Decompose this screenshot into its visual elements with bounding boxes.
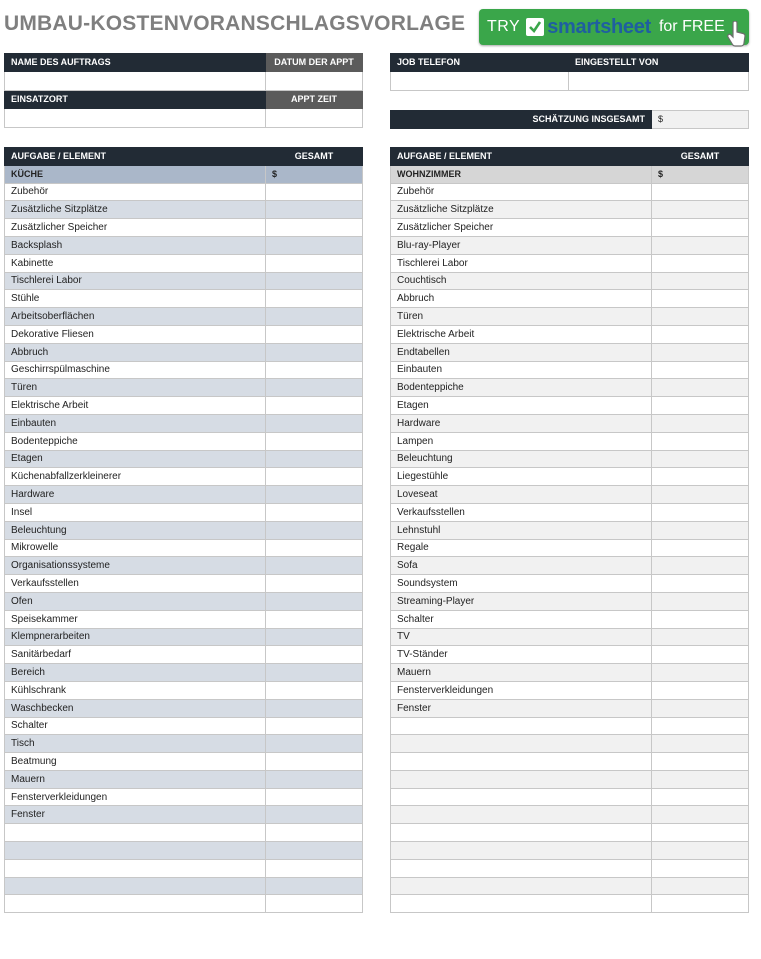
item-total-cell[interactable] <box>652 877 749 895</box>
table-row <box>5 859 363 877</box>
item-label[interactable]: Blu-ray-Player <box>391 236 652 254</box>
item-label[interactable]: Kühlschrank <box>5 681 266 699</box>
item-label[interactable]: Türen <box>5 379 266 397</box>
item-label[interactable]: Tischlerei Labor <box>5 272 266 290</box>
table-row <box>391 664 749 682</box>
kitchen-table <box>4 147 363 913</box>
table-row <box>391 397 749 415</box>
table-row <box>391 236 749 254</box>
item-total-cell[interactable] <box>266 397 363 415</box>
item-label[interactable]: Regale <box>391 539 652 557</box>
item-label[interactable]: Elektrische Arbeit <box>5 397 266 415</box>
item-total-cell[interactable] <box>652 592 749 610</box>
table-row <box>391 699 749 717</box>
item-total-cell[interactable] <box>266 664 363 682</box>
eingestellt-label: EINGESTELLT VON <box>569 54 749 72</box>
table-row <box>391 539 749 557</box>
item-total-cell[interactable] <box>652 539 749 557</box>
item-label[interactable]: Stühle <box>5 290 266 308</box>
item-total-cell[interactable] <box>652 610 749 628</box>
item-total-cell[interactable] <box>266 468 363 486</box>
item-total-cell[interactable] <box>266 877 363 895</box>
item-total-cell[interactable] <box>266 486 363 504</box>
item-total-cell[interactable] <box>652 361 749 379</box>
item-label[interactable]: Abbruch <box>5 343 266 361</box>
item-label[interactable]: Mauern <box>5 770 266 788</box>
table-row <box>5 575 363 593</box>
item-label[interactable]: Loveseat <box>391 486 652 504</box>
kitchen-section-total[interactable]: $ <box>266 165 363 183</box>
item-total-cell[interactable] <box>266 806 363 824</box>
item-label[interactable] <box>5 824 266 842</box>
einsatzort-input[interactable] <box>5 108 266 127</box>
table-row <box>391 575 749 593</box>
table-row <box>391 254 749 272</box>
item-total-cell[interactable] <box>652 575 749 593</box>
item-label[interactable] <box>391 877 652 895</box>
table-row <box>5 183 363 201</box>
item-label[interactable]: Fenster <box>391 699 652 717</box>
job-contact-table <box>390 53 749 91</box>
item-total-cell[interactable] <box>652 272 749 290</box>
item-total-cell[interactable] <box>652 325 749 343</box>
item-total-cell[interactable] <box>266 201 363 219</box>
table-row <box>5 361 363 379</box>
item-label[interactable]: Abbruch <box>391 290 652 308</box>
item-label[interactable]: TV-Ständer <box>391 646 652 664</box>
table-row <box>5 646 363 664</box>
item-total-cell[interactable] <box>652 201 749 219</box>
table-row <box>5 806 363 824</box>
table-row <box>391 610 749 628</box>
table-row <box>391 824 749 842</box>
item-total-cell[interactable] <box>266 539 363 557</box>
living-section-total[interactable]: $ <box>652 165 749 183</box>
table-row <box>5 379 363 397</box>
item-total-cell[interactable] <box>266 842 363 860</box>
item-label[interactable]: Schalter <box>5 717 266 735</box>
item-total-cell[interactable] <box>266 681 363 699</box>
item-total-cell[interactable] <box>652 664 749 682</box>
item-total-cell[interactable] <box>652 254 749 272</box>
table-row <box>391 646 749 664</box>
item-label[interactable]: Insel <box>5 503 266 521</box>
auftrag-input[interactable] <box>5 71 266 90</box>
item-label[interactable] <box>5 877 266 895</box>
page-title: UMBAU-KOSTENVORANSCHLAGSVORLAGE <box>4 12 466 35</box>
item-total-cell[interactable] <box>266 557 363 575</box>
item-label[interactable]: Küchenabfallzerkleinerer <box>5 468 266 486</box>
item-total-cell[interactable] <box>652 735 749 753</box>
item-label[interactable]: Streaming-Player <box>391 592 652 610</box>
table-row <box>391 308 749 326</box>
table-row <box>391 219 749 237</box>
item-label[interactable]: Zusätzlicher Speicher <box>5 219 266 237</box>
item-total-cell[interactable] <box>266 770 363 788</box>
table-row <box>391 325 749 343</box>
table-row <box>5 664 363 682</box>
table-row <box>5 236 363 254</box>
table-row <box>5 254 363 272</box>
auftrag-label: NAME DES AUFTRAGS <box>5 54 266 72</box>
item-total-cell[interactable] <box>266 753 363 771</box>
item-label[interactable] <box>391 895 652 913</box>
item-total-cell[interactable] <box>652 236 749 254</box>
item-total-cell[interactable] <box>266 503 363 521</box>
item-total-cell[interactable] <box>652 717 749 735</box>
item-label[interactable]: Beatmung <box>5 753 266 771</box>
table-row <box>5 592 363 610</box>
table-row <box>5 397 363 415</box>
table-row <box>5 503 363 521</box>
table-row <box>391 877 749 895</box>
item-total-cell[interactable] <box>266 432 363 450</box>
item-total-cell[interactable] <box>652 432 749 450</box>
table-row <box>391 557 749 575</box>
item-total-cell[interactable] <box>652 895 749 913</box>
item-total-cell[interactable] <box>652 290 749 308</box>
item-total-cell[interactable] <box>652 557 749 575</box>
table-row <box>391 770 749 788</box>
item-label[interactable]: Hardware <box>391 414 652 432</box>
datum-input[interactable] <box>266 71 363 90</box>
table-row <box>5 699 363 717</box>
item-label[interactable]: Ofen <box>5 592 266 610</box>
item-label[interactable]: Lehnstuhl <box>391 521 652 539</box>
item-total-cell[interactable] <box>266 735 363 753</box>
table-row <box>391 592 749 610</box>
item-label[interactable]: Elektrische Arbeit <box>391 325 652 343</box>
table-row <box>391 895 749 913</box>
table-row <box>391 468 749 486</box>
einsatzort-label: EINSATZORT <box>5 90 266 108</box>
table-row <box>5 272 363 290</box>
table-row <box>5 486 363 504</box>
living-table <box>390 147 749 913</box>
item-label[interactable]: Sanitärbedarf <box>5 646 266 664</box>
table-row <box>391 788 749 806</box>
eingestellt-input[interactable] <box>569 71 749 90</box>
item-label[interactable]: Couchtisch <box>391 272 652 290</box>
item-total-cell[interactable] <box>652 753 749 771</box>
item-label[interactable]: Fensterverkleidungen <box>391 681 652 699</box>
item-label[interactable] <box>5 842 266 860</box>
item-total-cell[interactable] <box>266 788 363 806</box>
item-label[interactable]: Zubehör <box>391 183 652 201</box>
item-label[interactable]: Etagen <box>5 450 266 468</box>
table-row <box>5 432 363 450</box>
item-label[interactable] <box>391 842 652 860</box>
item-label[interactable]: Zusätzliche Sitzplätze <box>5 201 266 219</box>
item-total-cell[interactable] <box>652 842 749 860</box>
table-row <box>5 521 363 539</box>
table-row <box>391 450 749 468</box>
job-info-table <box>4 53 363 128</box>
promo-free: for FREE <box>658 18 725 35</box>
item-label[interactable]: Mikrowelle <box>5 539 266 557</box>
item-total-cell[interactable] <box>266 592 363 610</box>
table-row <box>5 468 363 486</box>
item-label[interactable] <box>391 859 652 877</box>
item-label[interactable]: Zusätzliche Sitzplätze <box>391 201 652 219</box>
item-total-cell[interactable] <box>652 646 749 664</box>
promo-try: TRY <box>487 18 521 35</box>
item-label[interactable]: Tischlerei Labor <box>391 254 652 272</box>
item-label[interactable]: Sofa <box>391 557 652 575</box>
table-row <box>391 735 749 753</box>
item-total-cell[interactable] <box>652 699 749 717</box>
table-row <box>391 681 749 699</box>
living-section-label: WOHNZIMMER <box>391 165 652 183</box>
item-total-cell[interactable] <box>266 183 363 201</box>
table-row <box>5 717 363 735</box>
item-label[interactable]: TV <box>391 628 652 646</box>
item-total-cell[interactable] <box>652 859 749 877</box>
table-row <box>5 325 363 343</box>
item-label[interactable]: Etagen <box>391 397 652 415</box>
table-row <box>5 219 363 237</box>
item-total-cell[interactable] <box>266 219 363 237</box>
item-label[interactable] <box>5 895 266 913</box>
item-total-cell[interactable] <box>652 824 749 842</box>
item-label[interactable]: Fensterverkleidungen <box>5 788 266 806</box>
table-row <box>5 824 363 842</box>
item-total-cell[interactable] <box>266 699 363 717</box>
item-total-cell[interactable] <box>652 788 749 806</box>
table-row <box>5 450 363 468</box>
item-label[interactable]: Verkaufsstellen <box>391 503 652 521</box>
item-label[interactable] <box>5 859 266 877</box>
table-row <box>391 486 749 504</box>
table-row <box>5 842 363 860</box>
table-row <box>5 735 363 753</box>
item-total-cell[interactable] <box>652 414 749 432</box>
table-row <box>5 877 363 895</box>
item-label[interactable]: Speisekammer <box>5 610 266 628</box>
table-row <box>391 753 749 771</box>
table-row <box>391 859 749 877</box>
item-label[interactable] <box>391 717 652 735</box>
item-total-cell[interactable] <box>266 859 363 877</box>
item-total-cell[interactable] <box>266 361 363 379</box>
datum-label: DATUM DER APPT <box>266 54 363 72</box>
schaetzung-label: SCHÄTZUNG INSGESAMT <box>391 111 652 129</box>
table-row <box>5 290 363 308</box>
item-label[interactable]: Soundsystem <box>391 575 652 593</box>
item-total-cell[interactable] <box>652 806 749 824</box>
item-label[interactable]: Tisch <box>5 735 266 753</box>
item-total-cell[interactable] <box>652 183 749 201</box>
item-total-cell[interactable] <box>652 628 749 646</box>
try-smartsheet-banner[interactable] <box>479 9 749 45</box>
living-col-task: AUFGABE / ELEMENT <box>391 148 652 166</box>
table-row <box>391 201 749 219</box>
item-label[interactable]: Schalter <box>391 610 652 628</box>
table-row <box>5 414 363 432</box>
item-total-cell[interactable] <box>266 575 363 593</box>
item-label[interactable]: Türen <box>391 308 652 326</box>
item-label[interactable]: Einbauten <box>391 361 652 379</box>
item-label[interactable]: Mauern <box>391 664 652 682</box>
item-label[interactable] <box>391 788 652 806</box>
table-row <box>5 681 363 699</box>
pointer-hand-icon <box>727 21 747 52</box>
item-total-cell[interactable] <box>652 486 749 504</box>
table-row <box>391 290 749 308</box>
item-label[interactable]: Verkaufsstellen <box>5 575 266 593</box>
kitchen-col-task: AUFGABE / ELEMENT <box>5 148 266 166</box>
item-total-cell[interactable] <box>652 521 749 539</box>
item-label[interactable] <box>391 770 652 788</box>
item-total-cell[interactable] <box>266 610 363 628</box>
table-row <box>5 788 363 806</box>
item-total-cell[interactable] <box>652 503 749 521</box>
item-total-cell[interactable] <box>652 450 749 468</box>
table-row <box>391 272 749 290</box>
kitchen-col-total: GESAMT <box>266 148 363 166</box>
table-row <box>5 308 363 326</box>
item-total-cell[interactable] <box>652 379 749 397</box>
item-label[interactable]: Zusätzlicher Speicher <box>391 219 652 237</box>
item-total-cell[interactable] <box>266 895 363 913</box>
item-label[interactable]: Beleuchtung <box>391 450 652 468</box>
item-total-cell[interactable] <box>652 770 749 788</box>
item-total-cell[interactable] <box>266 414 363 432</box>
item-total-cell[interactable] <box>266 379 363 397</box>
table-row <box>5 539 363 557</box>
item-label[interactable]: Bodenteppiche <box>391 379 652 397</box>
item-total-cell[interactable] <box>266 717 363 735</box>
item-label[interactable]: Organisationssysteme <box>5 557 266 575</box>
living-col-total: GESAMT <box>652 148 749 166</box>
item-total-cell[interactable] <box>266 272 363 290</box>
table-row <box>5 610 363 628</box>
table-row <box>5 628 363 646</box>
item-total-cell[interactable] <box>266 450 363 468</box>
item-label[interactable]: Bodenteppiche <box>5 432 266 450</box>
telefon-input[interactable] <box>391 71 569 90</box>
item-label[interactable]: Lampen <box>391 432 652 450</box>
table-row <box>5 557 363 575</box>
table-row <box>391 842 749 860</box>
item-label[interactable]: Endtabellen <box>391 343 652 361</box>
item-label[interactable] <box>391 824 652 842</box>
item-total-cell[interactable] <box>652 681 749 699</box>
promo-brand: smartsheet <box>547 15 651 38</box>
zeit-label: APPT ZEIT <box>266 90 363 108</box>
schaetzung-value[interactable]: $ <box>652 111 749 129</box>
item-total-cell[interactable] <box>266 254 363 272</box>
item-label[interactable] <box>391 735 652 753</box>
item-label[interactable]: Zubehör <box>5 183 266 201</box>
item-label[interactable]: Dekorative Fliesen <box>5 325 266 343</box>
kitchen-section-label: KÜCHE <box>5 165 266 183</box>
table-row <box>391 432 749 450</box>
item-total-cell[interactable] <box>266 343 363 361</box>
table-row <box>5 343 363 361</box>
table-row <box>391 183 749 201</box>
item-label[interactable]: Backsplash <box>5 236 266 254</box>
item-total-cell[interactable] <box>652 219 749 237</box>
estimate-total-table <box>390 110 749 129</box>
item-label[interactable]: Waschbecken <box>5 699 266 717</box>
item-label[interactable]: Einbauten <box>5 414 266 432</box>
table-row <box>391 414 749 432</box>
table-row <box>391 521 749 539</box>
table-row <box>5 770 363 788</box>
item-label[interactable]: Geschirrspülmaschine <box>5 361 266 379</box>
table-row <box>5 201 363 219</box>
table-row <box>391 503 749 521</box>
item-label[interactable]: Fenster <box>5 806 266 824</box>
item-label[interactable] <box>391 753 652 771</box>
item-total-cell[interactable] <box>652 343 749 361</box>
item-total-cell[interactable] <box>266 521 363 539</box>
item-total-cell[interactable] <box>266 325 363 343</box>
item-label[interactable]: Beleuchtung <box>5 521 266 539</box>
item-label[interactable]: Arbeitsoberflächen <box>5 308 266 326</box>
table-row <box>391 343 749 361</box>
table-row <box>5 753 363 771</box>
item-label[interactable] <box>391 806 652 824</box>
item-total-cell[interactable] <box>266 308 363 326</box>
table-row <box>5 895 363 913</box>
table-row <box>391 717 749 735</box>
item-label[interactable]: Klempnerarbeiten <box>5 628 266 646</box>
item-total-cell[interactable] <box>266 824 363 842</box>
telefon-label: JOB TELEFON <box>391 54 569 72</box>
item-label[interactable]: Hardware <box>5 486 266 504</box>
item-label[interactable]: Liegestühle <box>391 468 652 486</box>
item-total-cell[interactable] <box>652 308 749 326</box>
table-row <box>391 361 749 379</box>
item-label[interactable]: Kabinette <box>5 254 266 272</box>
item-total-cell[interactable] <box>266 646 363 664</box>
table-row <box>391 806 749 824</box>
checkmark-icon <box>526 18 544 36</box>
item-total-cell[interactable] <box>266 290 363 308</box>
item-total-cell[interactable] <box>652 397 749 415</box>
item-total-cell[interactable] <box>652 468 749 486</box>
item-label[interactable]: Bereich <box>5 664 266 682</box>
table-row <box>391 628 749 646</box>
item-total-cell[interactable] <box>266 628 363 646</box>
zeit-input[interactable] <box>266 108 363 127</box>
table-row <box>391 379 749 397</box>
item-total-cell[interactable] <box>266 236 363 254</box>
